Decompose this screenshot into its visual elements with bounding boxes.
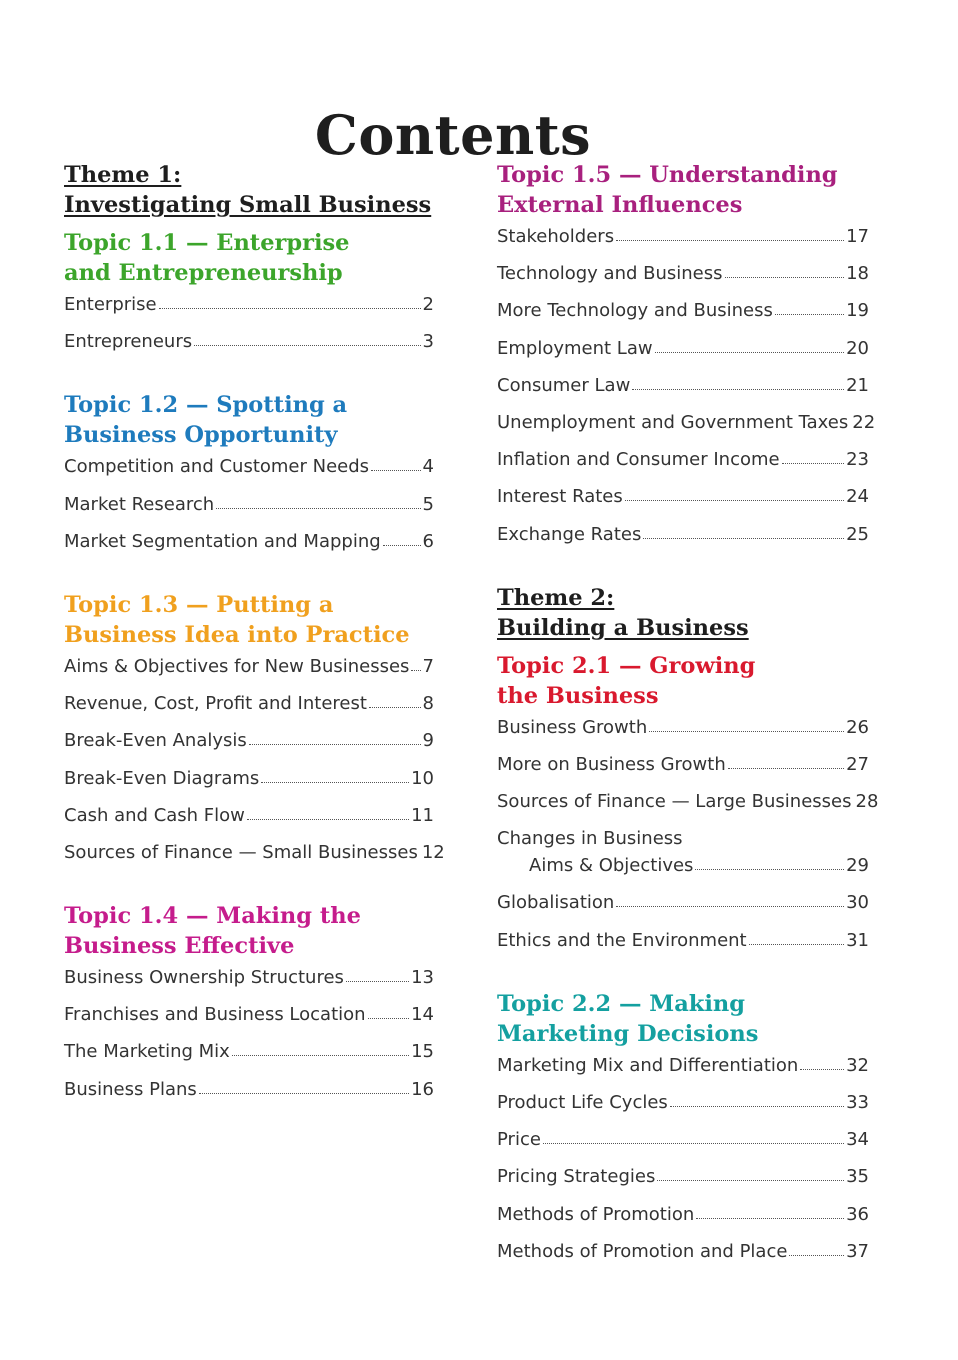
- toc-entry-label: Business Plans: [64, 1078, 197, 1100]
- toc-entry-label: Cash and Cash Flow: [64, 804, 245, 826]
- toc-entry-label: Revenue, Cost, Profit and Interest: [64, 693, 367, 715]
- toc-entry-label: Inflation and Consumer Income: [497, 449, 780, 471]
- toc-entry[interactable]: [64, 1004, 434, 1041]
- toc-entry-label: Aims & Objectives for New Businesses: [64, 655, 410, 677]
- contents-left-column: [64, 160, 445, 1116]
- topic-1-1-line1: Topic 1.1 — Enterprise: [64, 230, 350, 256]
- toc-entry-label: Price: [497, 1129, 541, 1151]
- topic-1-3-heading: [64, 590, 434, 650]
- toc-entry[interactable]: [497, 791, 879, 828]
- topic-2-2-entries: [497, 1055, 869, 1278]
- topic-1-3-line1: Topic 1.3 — Putting a: [64, 591, 334, 618]
- toc-entry-page-number: 9: [422, 730, 434, 752]
- toc-entry-page-number: 24: [846, 486, 869, 508]
- dot-leader: [775, 313, 844, 315]
- dot-leader: [643, 537, 844, 539]
- toc-entry[interactable]: [497, 1129, 869, 1166]
- topic-2-1-heading: [497, 651, 869, 711]
- topic-2-2-heading: [497, 989, 869, 1049]
- toc-entry-label: Entrepreneurs: [64, 331, 193, 353]
- theme-2-title: Building a Business: [497, 614, 749, 641]
- toc-entry-page-number: 16: [411, 1078, 434, 1100]
- toc-entry-page-number: 27: [846, 753, 869, 775]
- toc-entry-line2: [497, 855, 869, 892]
- dot-leader: [346, 980, 409, 982]
- dot-leader: [649, 730, 844, 732]
- toc-entry-page-number: 36: [846, 1203, 869, 1225]
- toc-entry-page-number: 35: [846, 1166, 869, 1188]
- toc-entry[interactable]: [64, 656, 434, 693]
- theme-1-heading: [64, 160, 434, 220]
- toc-entry-label: Business Growth: [497, 716, 648, 738]
- topic-1-5-line1: Topic 1.5 — Understanding: [497, 162, 838, 188]
- toc-entry[interactable]: [497, 1055, 869, 1092]
- toc-entry-page-number: 4: [422, 456, 434, 478]
- toc-entry-page-number: 11: [411, 804, 434, 826]
- dot-leader: [800, 1068, 844, 1070]
- topic-2-1-entries: [497, 716, 879, 967]
- toc-entry-page-number: 31: [846, 929, 869, 951]
- dot-leader: [249, 743, 421, 745]
- toc-entry[interactable]: [64, 693, 434, 730]
- topic-1-5-heading: [497, 160, 869, 220]
- dot-leader: [725, 276, 845, 278]
- topic-1-2-line2: Business Opportunity: [64, 422, 338, 449]
- toc-entry-label: Break-Even Diagrams: [64, 767, 260, 789]
- topic-1-5-line2: External Influences: [497, 192, 743, 218]
- toc-entry-label: Technology and Business: [497, 263, 723, 285]
- toc-entry-page-number: 5: [422, 493, 434, 515]
- dot-leader: [655, 351, 845, 353]
- topic-1-5-entries: [497, 226, 876, 561]
- theme-1-label: Theme 1:: [64, 162, 182, 188]
- toc-entry-label: Product Life Cycles: [497, 1092, 668, 1113]
- toc-entry[interactable]: [64, 730, 434, 767]
- toc-entry-label: Ethics and the Environment: [497, 929, 747, 951]
- toc-entry-page-number: 26: [846, 716, 869, 738]
- theme-2-label: Theme 2:: [497, 584, 615, 611]
- toc-entry-page-number: 25: [846, 523, 869, 545]
- dot-leader: [159, 307, 421, 309]
- toc-entry-label: Unemployment and Government Taxes: [497, 411, 849, 433]
- dot-leader: [368, 1017, 410, 1019]
- dot-leader: [369, 706, 421, 708]
- dot-leader: [695, 868, 844, 870]
- toc-entry-page-number: 8: [422, 693, 434, 715]
- toc-entry[interactable]: [497, 300, 869, 337]
- topic-1-1-line2: and Entrepreneurship: [64, 260, 343, 286]
- toc-entry[interactable]: [497, 338, 869, 375]
- topic-1-3-entries: [64, 655, 445, 879]
- toc-entry-label: Marketing Mix and Differentiation: [497, 1054, 799, 1076]
- toc-entry[interactable]: [497, 754, 869, 791]
- dot-leader: [616, 239, 844, 241]
- toc-entry-label: Methods of Promotion and Place: [497, 1240, 788, 1262]
- topic-2-1-line1: Topic 2.1 — Growing: [497, 652, 756, 679]
- toc-entry-label: Stakeholders: [497, 226, 615, 247]
- toc-entry[interactable]: [497, 717, 869, 754]
- toc-entry-label: Methods of Promotion: [497, 1203, 695, 1225]
- topic-1-2-heading: [64, 390, 434, 450]
- toc-entry-label: Exchange Rates: [497, 523, 642, 545]
- toc-entry[interactable]: [497, 1092, 869, 1129]
- theme-2-heading: [497, 583, 869, 643]
- toc-entry-label: Globalisation: [497, 892, 615, 914]
- topic-1-4-line1: Topic 1.4 — Making the: [64, 903, 361, 930]
- topic-1-2-line1: Topic 1.2 — Spotting a: [64, 392, 348, 419]
- toc-entry[interactable]: [64, 1041, 434, 1078]
- toc-entry-page-number: 22: [852, 411, 876, 433]
- topic-2-2-line1: Topic 2.2 — Making: [497, 990, 746, 1017]
- dot-leader: [782, 462, 844, 464]
- topic-1-1-heading: [64, 228, 434, 288]
- dot-leader: [194, 344, 420, 346]
- toc-entry-page-number: 32: [846, 1054, 869, 1076]
- dot-leader: [383, 544, 421, 546]
- toc-entry-label: Sources of Finance — Large Businesses: [497, 791, 852, 813]
- toc-entry[interactable]: [497, 1204, 869, 1241]
- dot-leader: [543, 1142, 844, 1144]
- toc-entry-page-number: 21: [846, 374, 869, 396]
- toc-entry-page-number: 14: [411, 1004, 434, 1026]
- toc-entry[interactable]: [497, 524, 869, 561]
- toc-entry[interactable]: [64, 967, 434, 1004]
- toc-entry-page-number: 19: [846, 300, 869, 322]
- toc-entry-page-number: 13: [411, 967, 434, 989]
- toc-entry-page-number: 17: [846, 226, 869, 247]
- toc-entry-page-number: 33: [846, 1092, 869, 1113]
- toc-entry[interactable]: [497, 930, 869, 967]
- toc-entry[interactable]: [64, 456, 434, 493]
- toc-entry[interactable]: [497, 226, 869, 263]
- toc-entry-label: Competition and Customer Needs: [64, 456, 370, 478]
- toc-entry-label: Sources of Finance — Small Businesses: [64, 841, 418, 863]
- dot-leader: [696, 1217, 844, 1219]
- toc-entry-page-number: 20: [846, 337, 869, 359]
- toc-entry-label: The Marketing Mix: [64, 1041, 230, 1063]
- topic-2-1-line2: the Business: [497, 682, 659, 709]
- topic-1-4-heading: [64, 901, 434, 961]
- toc-entry[interactable]: [497, 1166, 869, 1203]
- toc-entry[interactable]: [497, 375, 869, 412]
- toc-entry[interactable]: [64, 531, 434, 568]
- toc-entry-page-number: 2: [422, 294, 434, 315]
- dot-leader: [411, 669, 420, 671]
- toc-entry-label: Pricing Strategies: [497, 1166, 656, 1188]
- toc-entry-page-number: 29: [846, 855, 869, 877]
- dot-leader: [616, 905, 844, 907]
- toc-entry[interactable]: [64, 1079, 434, 1116]
- toc-entry-page-number: 6: [422, 530, 434, 552]
- toc-entry[interactable]: [497, 892, 869, 929]
- dot-leader: [670, 1105, 844, 1107]
- theme-1-title: Investigating Small Business: [64, 192, 432, 218]
- toc-entry-page-number: 3: [422, 331, 434, 353]
- toc-entry-label: Consumer Law: [497, 374, 631, 396]
- toc-entry[interactable]: [64, 331, 434, 368]
- toc-entry-page-number: 30: [846, 892, 869, 914]
- page-title: Contents: [314, 103, 592, 168]
- dot-leader: [657, 1179, 844, 1181]
- toc-entry[interactable]: [497, 263, 869, 300]
- topic-1-4-line2: Business Effective: [64, 933, 295, 960]
- dot-leader: [261, 781, 409, 783]
- toc-entry-page-number: 34: [846, 1129, 869, 1151]
- toc-entry-page-number: 10: [411, 767, 434, 789]
- dot-leader: [749, 943, 844, 945]
- toc-entry-label-line1: Changes in Business: [497, 828, 683, 850]
- topic-1-1-entries: [64, 294, 434, 368]
- toc-entry-page-number: 12: [421, 841, 445, 863]
- toc-entry-label: Aims & Objectives: [529, 855, 694, 877]
- dot-leader: [247, 818, 409, 820]
- toc-entry-label: Franchises and Business Location: [64, 1004, 366, 1026]
- toc-entry[interactable]: [64, 841, 445, 879]
- toc-entry-page-number: 15: [411, 1041, 434, 1063]
- toc-entry[interactable]: [497, 486, 869, 523]
- topic-2-2-line2: Marketing Decisions: [497, 1020, 759, 1047]
- dot-leader: [632, 388, 844, 390]
- dot-leader: [371, 469, 421, 471]
- toc-entry-page-number: 37: [846, 1240, 869, 1262]
- dot-leader: [625, 499, 844, 501]
- toc-entry[interactable]: [64, 294, 434, 331]
- contents-right-column: [497, 160, 879, 1278]
- dot-leader: [232, 1054, 409, 1056]
- toc-entry[interactable]: [64, 494, 434, 531]
- topic-1-4-entries: [64, 967, 434, 1116]
- topic-1-2-entries: [64, 456, 434, 568]
- toc-entry-label: Employment Law: [497, 337, 653, 359]
- toc-entry-label: Break-Even Analysis: [64, 730, 247, 752]
- toc-entry[interactable]: [497, 411, 876, 449]
- toc-entry[interactable]: [497, 828, 869, 892]
- toc-entry[interactable]: [64, 768, 434, 805]
- dot-leader: [216, 507, 420, 509]
- toc-entry-label: More on Business Growth: [497, 753, 726, 775]
- dot-leader: [199, 1092, 409, 1094]
- toc-entry-label: Business Ownership Structures: [64, 967, 344, 989]
- topic-1-3-line2: Business Idea into Practice: [64, 621, 410, 648]
- toc-entry-label: Enterprise: [64, 294, 157, 315]
- dot-leader: [789, 1254, 844, 1256]
- toc-entry-page-number: 7: [422, 655, 434, 677]
- toc-entry[interactable]: [64, 805, 434, 842]
- toc-entry[interactable]: [497, 1241, 869, 1278]
- toc-entry-label: Market Research: [64, 493, 215, 515]
- toc-entry-label: Market Segmentation and Mapping: [64, 530, 381, 552]
- toc-entry-page-number: 28: [855, 791, 879, 813]
- toc-entry-label: Interest Rates: [497, 486, 623, 508]
- toc-entry[interactable]: [497, 449, 869, 486]
- dot-leader: [728, 767, 844, 769]
- toc-entry-label: More Technology and Business: [497, 300, 773, 322]
- toc-entry-page-number: 23: [846, 449, 869, 471]
- toc-entry-page-number: 18: [846, 263, 869, 285]
